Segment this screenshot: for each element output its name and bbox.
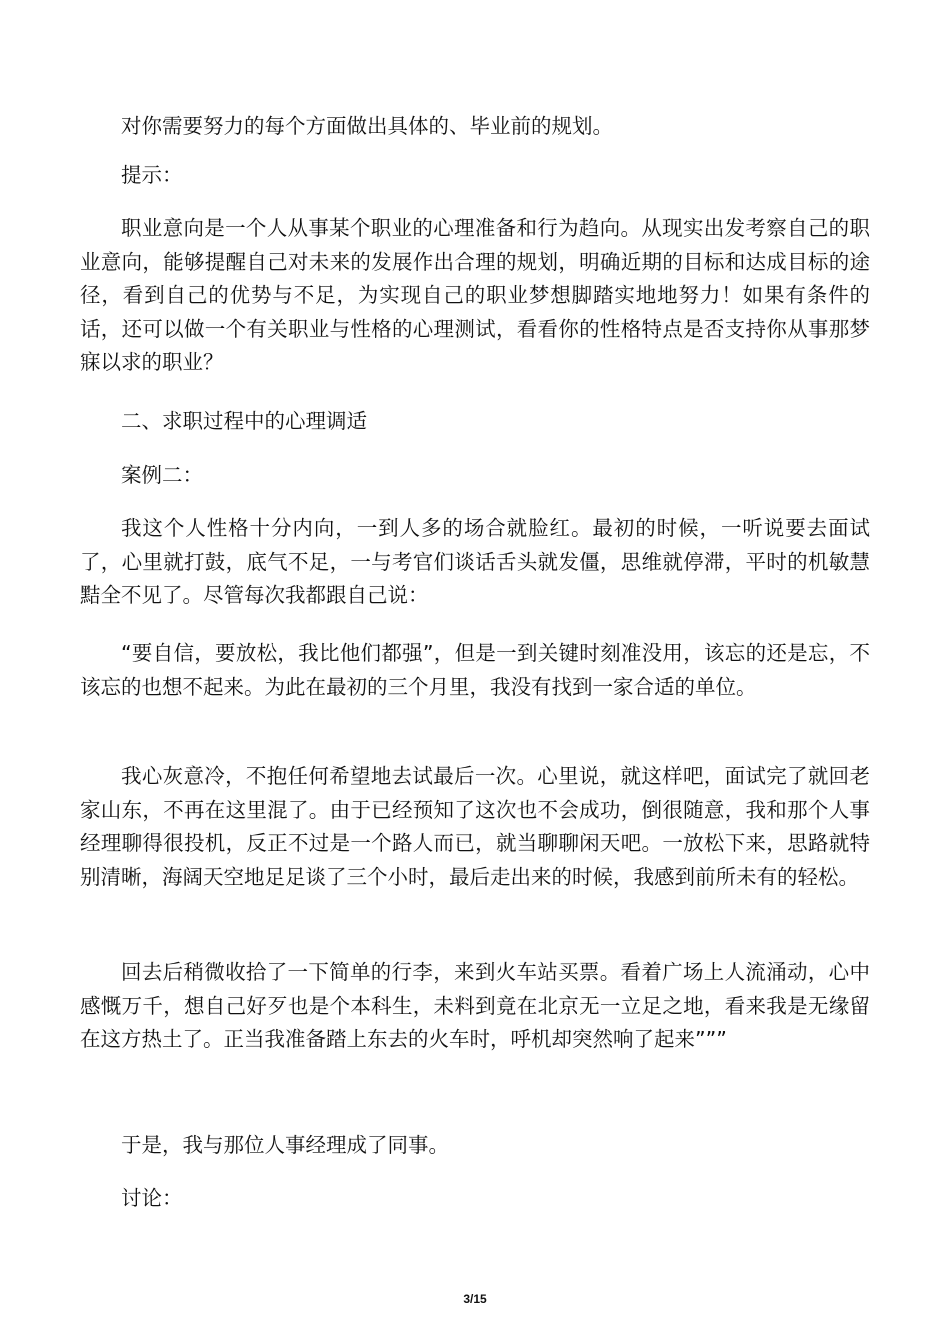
paragraph-planning: 对你需要努力的每个方面做出具体的、毕业前的规划。 — [121, 114, 613, 138]
page-number: 3/15 — [463, 1292, 487, 1306]
paragraph-discussion-heading: 讨论： — [121, 1186, 183, 1210]
paragraph-case-introvert: 我这个人性格十分内向，一到人多的场合就脸红。最初的时候，一听说要去面试了，心里就打鼓，底气不足，一与考官们谈话舌头就发僵，思维就停滞，平时的机敏慧黠全不见了。尽管每次我都跟自己说： — [80, 516, 870, 607]
section-heading-job-hunting: 二、求职过程中的心理调适 — [121, 409, 367, 433]
paragraph-case-two-heading: 案例二： — [121, 463, 203, 487]
paragraph-hint-heading: 提示： — [121, 163, 183, 187]
paragraph-case-last-try: 我心灰意冷，不抱任何希望地去试最后一次。心里说，就这样吧，面试完了就回老家山东，不再在这里混了。由于已经预知了这次也不会成功，倒很随意，我和那个人事经理聊得很投机，反正不过是一个路人而已，就当聊聊闲天吧。一放松下来，思路就特别清晰，海阔天空地足足谈了三个小时，最后走出来的时候，我感到前所未有的轻松。 — [80, 764, 870, 889]
paragraph-career-intention: 职业意向是一个人从事某个职业的心理准备和行为趋向。从现实出发考察自己的职业意向，能够提醒自己对未来的发展作出合理的规划，明确近期的目标和达成目标的途径，看到自己的优势与不足，为实现自己的职业梦想脚踏实地地努力！如果有条件的话，还可以做一个有关职业与性格的心理测试，看看你的性格特点是否支持你从事那梦寐以求的职业？ — [80, 216, 870, 374]
paragraph-case-confidence: “要自信，要放松，我比他们都强”，但是一到关键时刻准没用，该忘的还是忘，不该忘的也想不起来。为此在最初的三个月里，我没有找到一家合适的单位。 — [80, 641, 870, 699]
paragraph-case-outcome: 于是，我与那位人事经理成了同事。 — [121, 1133, 449, 1157]
paragraph-case-train-station: 回去后稍微收拾了一下简单的行李，来到火车站买票。看着广场上人流涌动，心中感慨万千，想自己好歹也是个本科生，未料到竟在北京无一立足之地，看来我是无缘留在这方热土了。正当我准备踏上东去的火车时，呼机却突然响了起来””” — [80, 960, 870, 1051]
